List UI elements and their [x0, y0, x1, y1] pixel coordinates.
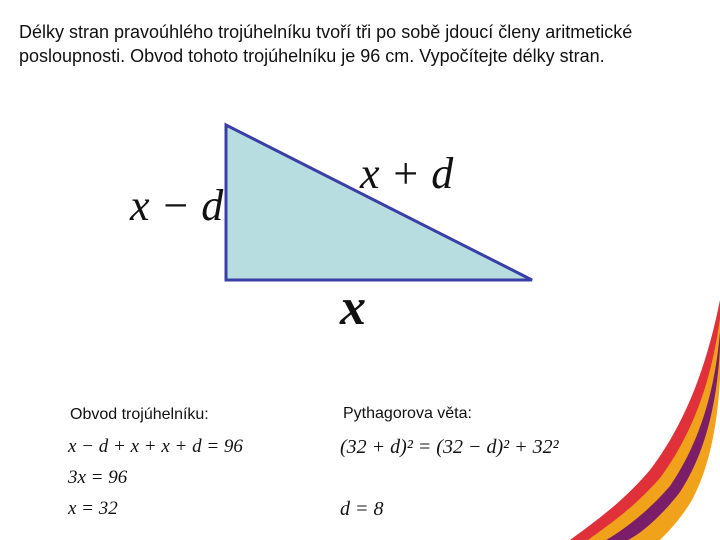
problem-statement: Délky stran pravoúhlého trojúhelníku tvoří tři po sobě jdoucí členy aritmetické posloupnosti. Obvod tohoto trojúhelníku je 96 cm. Vypočítejte délky stran. — [19, 22, 633, 66]
obvod-equation-2: 3x = 96 — [68, 467, 128, 488]
pythagoras-heading: Pythagorova věta: — [343, 405, 472, 422]
obvod-equation-1: x − d + x + x + d = 96 — [68, 436, 243, 457]
obvod-equation-3: x = 32 — [68, 498, 118, 519]
obvod-heading: Obvod trojúhelníku: — [70, 406, 209, 423]
pythagoras-equation-1: (32 + d)² = (32 − d)² + 32² — [340, 436, 559, 458]
label-x-plus-d: x + d — [360, 149, 454, 198]
label-x-minus-d: x − d — [130, 181, 224, 230]
pythagoras-equation-2: d = 8 — [340, 498, 384, 520]
label-x: x — [340, 279, 366, 336]
